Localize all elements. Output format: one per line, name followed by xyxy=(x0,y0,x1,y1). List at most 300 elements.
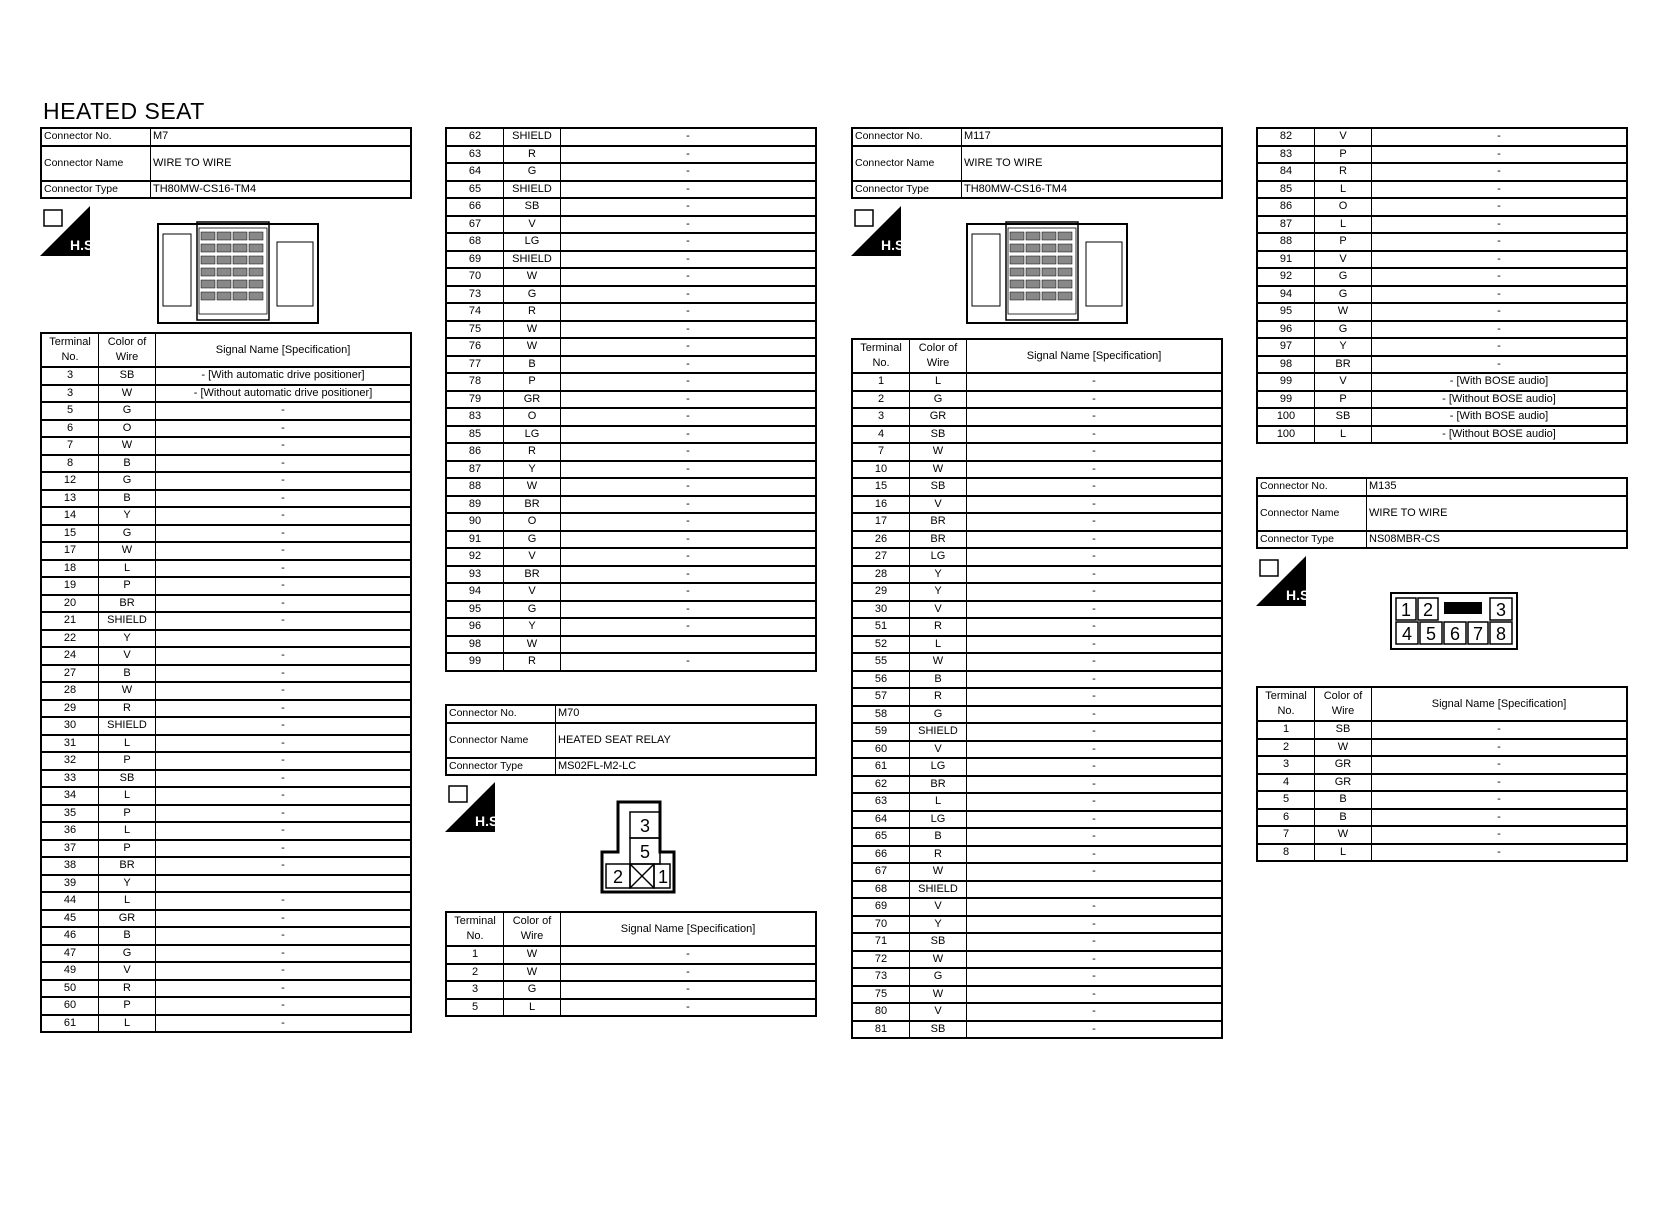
wire-color-cell: BR xyxy=(504,496,561,514)
wire-color-cell: Y xyxy=(504,618,561,636)
table-row xyxy=(446,373,816,391)
terminal-no-cell: 100 xyxy=(1257,408,1315,426)
connector-no-label: Connector No. xyxy=(41,128,151,146)
wire-color-cell: W xyxy=(99,682,156,700)
terminal-no-cell: 70 xyxy=(852,916,910,934)
terminal-no-cell: 32 xyxy=(41,752,99,770)
terminal-no-cell: 6 xyxy=(41,420,99,438)
wire-color-cell: W xyxy=(1315,739,1372,757)
connector-no-label: Connector No. xyxy=(852,128,962,146)
signal-name-cell: - xyxy=(561,198,817,216)
wire-color-cell: BR xyxy=(910,513,967,531)
wire-color-cell: Y xyxy=(910,916,967,934)
terminal-no-cell: 96 xyxy=(1257,321,1315,339)
pin-label: 8 xyxy=(1495,624,1507,644)
table-row xyxy=(446,964,816,982)
wire-color-cell: R xyxy=(99,700,156,718)
signal-name-cell: - xyxy=(1372,268,1628,286)
signal-name-cell: - xyxy=(156,612,412,630)
terminal-no-cell: 56 xyxy=(852,671,910,689)
table-row xyxy=(41,630,411,648)
signal-name-cell: - xyxy=(156,805,412,823)
wire-color-cell: G xyxy=(504,531,561,549)
signal-name-cell: - xyxy=(967,531,1223,549)
wire-color-cell: G xyxy=(910,391,967,409)
signal-name-cell: - xyxy=(967,618,1223,636)
wire-color-cell: B xyxy=(99,490,156,508)
signal-name-cell: - xyxy=(967,968,1223,986)
wire-color-cell: Y xyxy=(1315,338,1372,356)
connector-name-label: Connector Name xyxy=(852,146,962,181)
connector-m70-diagram xyxy=(600,800,684,894)
wire-color-cell: GR xyxy=(910,408,967,426)
wire-color-cell: R xyxy=(504,146,561,164)
terminal-no-cell: 45 xyxy=(41,910,99,928)
terminal-no-header: Terminal No. xyxy=(446,912,504,946)
terminal-no-cell: 69 xyxy=(852,898,910,916)
signal-name-cell: - xyxy=(561,478,817,496)
terminal-no-cell: 87 xyxy=(446,461,504,479)
terminal-no-cell: 28 xyxy=(41,682,99,700)
terminal-no-cell: 73 xyxy=(852,968,910,986)
signal-name-cell: - xyxy=(1372,303,1628,321)
table-row xyxy=(852,688,1222,706)
wire-color-cell: V xyxy=(1315,373,1372,391)
connector-no-value: M70 xyxy=(556,705,817,723)
signal-name-cell: - xyxy=(156,857,412,875)
terminal-no-cell: 99 xyxy=(1257,391,1315,409)
terminal-no-cell: 95 xyxy=(446,601,504,619)
table-row xyxy=(1257,756,1627,774)
wire-color-cell: W xyxy=(504,478,561,496)
terminal-no-cell: 47 xyxy=(41,945,99,963)
wire-color-cell: SHIELD xyxy=(99,717,156,735)
wire-color-cell: P xyxy=(99,997,156,1015)
wire-color-cell: Y xyxy=(910,583,967,601)
terminal-no-cell: 5 xyxy=(446,999,504,1017)
connector-m117-diagram xyxy=(966,222,1128,324)
wire-color-cell: R xyxy=(910,846,967,864)
wire-color-cell: SB xyxy=(910,478,967,496)
table-row xyxy=(852,636,1222,654)
wire-color-cell: G xyxy=(1315,321,1372,339)
table-row xyxy=(446,981,816,999)
signal-name-cell: - xyxy=(561,999,817,1017)
table-row xyxy=(1257,321,1627,339)
wire-color-cell: LG xyxy=(910,811,967,829)
signal-name-cell: - xyxy=(561,981,817,999)
signal-name-cell: - xyxy=(967,671,1223,689)
terminal-no-cell: 86 xyxy=(446,443,504,461)
table-row xyxy=(852,653,1222,671)
table-row xyxy=(41,542,411,560)
connector-type-value: NS08MBR-CS xyxy=(1367,531,1628,549)
wire-color-cell: O xyxy=(99,420,156,438)
table-row xyxy=(446,618,816,636)
terminal-no-cell: 83 xyxy=(446,408,504,426)
wire-color-cell: BR xyxy=(910,776,967,794)
table-row xyxy=(1257,198,1627,216)
table-row xyxy=(852,793,1222,811)
table-row xyxy=(446,338,816,356)
table-row xyxy=(41,577,411,595)
signal-name-cell: - xyxy=(156,577,412,595)
table-row xyxy=(852,1021,1222,1039)
signal-name-cell: - xyxy=(156,647,412,665)
terminal-no-cell: 61 xyxy=(41,1015,99,1033)
signal-name-cell: - xyxy=(156,700,412,718)
terminal-no-cell: 1 xyxy=(852,373,910,391)
connector-name-label: Connector Name xyxy=(41,146,151,181)
terminal-no-cell: 73 xyxy=(446,286,504,304)
connector-no-value: M7 xyxy=(151,128,412,146)
terminal-no-cell: 80 xyxy=(852,1003,910,1021)
connector-no-value: M135 xyxy=(1367,478,1628,496)
table-row xyxy=(41,787,411,805)
table-row xyxy=(446,128,816,146)
terminal-no-cell: 91 xyxy=(446,531,504,549)
table-row xyxy=(852,391,1222,409)
wire-color-cell: SB xyxy=(504,198,561,216)
table-row xyxy=(41,927,411,945)
wire-color-cell: L xyxy=(99,560,156,578)
wire-color-cell: W xyxy=(504,946,561,964)
pin-label: 2 xyxy=(612,867,624,887)
table-row xyxy=(852,1003,1222,1021)
wire-color-cell: W xyxy=(910,461,967,479)
table-row xyxy=(446,636,816,654)
terminal-no-cell: 29 xyxy=(852,583,910,601)
signal-name-cell: - xyxy=(561,946,817,964)
terminal-no-cell: 86 xyxy=(1257,198,1315,216)
wire-color-cell: W xyxy=(504,636,561,654)
wire-color-cell: G xyxy=(99,525,156,543)
table-row xyxy=(446,566,816,584)
pin-table-m7 xyxy=(40,332,412,1033)
table-row xyxy=(446,163,816,181)
connector-name-value: WIRE TO WIRE xyxy=(962,146,1223,181)
signal-name-cell: - xyxy=(156,402,412,420)
terminal-no-cell: 50 xyxy=(41,980,99,998)
table-row xyxy=(852,811,1222,829)
wire-color-cell: L xyxy=(99,892,156,910)
terminal-no-cell: 77 xyxy=(446,356,504,374)
wire-color-cell: W xyxy=(504,268,561,286)
wire-color-cell: G xyxy=(504,601,561,619)
pin-label: 2 xyxy=(1422,600,1434,620)
terminal-no-cell: 5 xyxy=(41,402,99,420)
terminal-no-cell: 52 xyxy=(852,636,910,654)
table-row xyxy=(852,548,1222,566)
table-row xyxy=(446,601,816,619)
signal-name-cell: - xyxy=(967,793,1223,811)
table-row xyxy=(1257,338,1627,356)
table-row xyxy=(852,986,1222,1004)
wire-color-cell: V xyxy=(99,962,156,980)
hs-label: H.S. xyxy=(1286,587,1314,603)
terminal-no-cell: 2 xyxy=(1257,739,1315,757)
connector-name-value: WIRE TO WIRE xyxy=(1367,496,1628,531)
wire-color-cell: SB xyxy=(1315,408,1372,426)
pin-label: 7 xyxy=(1472,624,1484,644)
table-row xyxy=(446,321,816,339)
color-of-wire-header: Color of Wire xyxy=(99,333,156,367)
signal-name-cell: - xyxy=(967,391,1223,409)
signal-name-cell: - xyxy=(561,303,817,321)
table-row xyxy=(852,618,1222,636)
table-row xyxy=(852,671,1222,689)
terminal-no-cell: 88 xyxy=(446,478,504,496)
table-row xyxy=(41,1015,411,1033)
table-row xyxy=(446,356,816,374)
connector-type-value: TH80MW-CS16-TM4 xyxy=(962,181,1223,199)
table-row xyxy=(41,507,411,525)
pin-table-m7-cont xyxy=(445,127,817,672)
wire-color-cell: L xyxy=(1315,426,1372,444)
signal-name-cell: - xyxy=(1372,356,1628,374)
table-row xyxy=(1257,181,1627,199)
table-row xyxy=(446,461,816,479)
table-row xyxy=(446,443,816,461)
table-row xyxy=(1257,128,1627,146)
terminal-no-cell: 14 xyxy=(41,507,99,525)
signal-name-cell: - xyxy=(156,770,412,788)
wire-color-cell: W xyxy=(910,443,967,461)
wire-color-cell: V xyxy=(910,496,967,514)
terminal-no-cell: 100 xyxy=(1257,426,1315,444)
terminal-no-cell: 64 xyxy=(852,811,910,829)
terminal-no-cell: 8 xyxy=(41,455,99,473)
signal-name-cell: - xyxy=(561,216,817,234)
pin-label: 5 xyxy=(1425,624,1437,644)
table-row xyxy=(852,513,1222,531)
table-row xyxy=(41,910,411,928)
connector-no-value: M117 xyxy=(962,128,1223,146)
signal-name-cell: - xyxy=(156,997,412,1015)
wire-color-cell: V xyxy=(504,216,561,234)
signal-name-cell: - xyxy=(561,531,817,549)
signal-name-cell: - xyxy=(967,828,1223,846)
terminal-no-cell: 3 xyxy=(41,367,99,385)
signal-name-cell: - xyxy=(1372,216,1628,234)
terminal-no-cell: 65 xyxy=(446,181,504,199)
signal-name-cell: - xyxy=(156,980,412,998)
table-row xyxy=(852,828,1222,846)
terminal-no-cell: 28 xyxy=(852,566,910,584)
terminal-no-cell: 7 xyxy=(41,437,99,455)
signal-name-cell: - xyxy=(967,636,1223,654)
wire-color-cell: SB xyxy=(910,1021,967,1039)
wire-color-cell: L xyxy=(1315,216,1372,234)
connector-type-value: TH80MW-CS16-TM4 xyxy=(151,181,412,199)
terminal-no-cell: 3 xyxy=(446,981,504,999)
table-row xyxy=(1257,391,1627,409)
wire-color-cell: O xyxy=(1315,198,1372,216)
wire-color-cell: W xyxy=(504,321,561,339)
harness-side-icon xyxy=(851,206,909,256)
terminal-no-cell: 76 xyxy=(446,338,504,356)
wire-color-cell: SB xyxy=(99,367,156,385)
signal-name-cell: - xyxy=(561,233,817,251)
connector-no-label: Connector No. xyxy=(446,705,556,723)
signal-name-cell: - xyxy=(967,461,1223,479)
wire-color-cell: P xyxy=(1315,233,1372,251)
terminal-no-cell: 29 xyxy=(41,700,99,718)
wire-color-cell: V xyxy=(504,548,561,566)
signal-name-cell: - xyxy=(156,472,412,490)
table-row xyxy=(41,962,411,980)
wire-color-cell: W xyxy=(99,542,156,560)
signal-name-cell: - xyxy=(1372,181,1628,199)
table-row xyxy=(41,647,411,665)
signal-name-cell: - xyxy=(967,1021,1223,1039)
terminal-no-cell: 55 xyxy=(852,653,910,671)
signal-name-cell: - xyxy=(1372,233,1628,251)
color-of-wire-header: Color of Wire xyxy=(910,339,967,373)
table-row xyxy=(1257,216,1627,234)
table-row xyxy=(446,286,816,304)
signal-name-cell: - xyxy=(561,461,817,479)
terminal-no-cell: 61 xyxy=(852,758,910,776)
table-row xyxy=(1257,163,1627,181)
pin-label: 6 xyxy=(1449,624,1461,644)
table-row xyxy=(446,146,816,164)
table-row xyxy=(852,531,1222,549)
pin-label: 1 xyxy=(1400,600,1412,620)
wire-color-cell: L xyxy=(99,735,156,753)
signal-name-cell: - xyxy=(1372,286,1628,304)
connector-name-value: HEATED SEAT RELAY xyxy=(556,723,817,758)
terminal-no-cell: 90 xyxy=(446,513,504,531)
harness-side-icon xyxy=(40,206,98,256)
wire-color-cell: BR xyxy=(910,531,967,549)
terminal-no-cell: 15 xyxy=(41,525,99,543)
terminal-no-cell: 3 xyxy=(1257,756,1315,774)
signal-name-cell: - xyxy=(561,443,817,461)
connector-m7-continued-section xyxy=(445,127,817,672)
table-row xyxy=(446,408,816,426)
connector-name-label: Connector Name xyxy=(1257,496,1367,531)
wire-color-cell: W xyxy=(504,964,561,982)
terminal-no-cell: 62 xyxy=(852,776,910,794)
signal-name-cell: - xyxy=(967,951,1223,969)
hs-label: H.S. xyxy=(475,813,503,829)
signal-name-cell: - xyxy=(156,525,412,543)
terminal-no-cell: 60 xyxy=(41,997,99,1015)
wire-color-cell: BR xyxy=(99,857,156,875)
signal-name-cell: - xyxy=(156,962,412,980)
wire-color-cell: W xyxy=(1315,303,1372,321)
terminal-no-cell: 98 xyxy=(1257,356,1315,374)
wire-color-cell: SHIELD xyxy=(504,181,561,199)
terminal-no-cell: 92 xyxy=(446,548,504,566)
terminal-no-cell: 21 xyxy=(41,612,99,630)
terminal-no-cell: 17 xyxy=(852,513,910,531)
signal-name-cell: - xyxy=(561,566,817,584)
signal-name-cell: - xyxy=(561,251,817,269)
signal-name-cell: - xyxy=(561,163,817,181)
wire-color-cell: LG xyxy=(504,233,561,251)
table-row xyxy=(852,461,1222,479)
connector-m117-continued-section xyxy=(1256,127,1628,444)
wire-color-cell: G xyxy=(910,968,967,986)
signal-name-cell: - xyxy=(561,408,817,426)
signal-name-cell: - xyxy=(967,408,1223,426)
signal-name-cell: - xyxy=(561,583,817,601)
signal-name-cell: - xyxy=(561,548,817,566)
wire-color-cell: LG xyxy=(504,426,561,444)
signal-name-cell: - xyxy=(1372,826,1628,844)
wire-color-cell: L xyxy=(99,822,156,840)
signal-name-cell: - [Without BOSE audio] xyxy=(1372,426,1628,444)
signal-name-cell: - xyxy=(156,735,412,753)
wire-color-cell: Y xyxy=(99,507,156,525)
terminal-no-cell: 27 xyxy=(41,665,99,683)
wire-color-cell: LG xyxy=(910,548,967,566)
terminal-no-cell: 63 xyxy=(852,793,910,811)
signal-name-cell: - xyxy=(967,916,1223,934)
terminal-no-cell: 89 xyxy=(446,496,504,514)
wire-color-cell: GR xyxy=(1315,756,1372,774)
signal-name-header: Signal Name [Specification] xyxy=(967,339,1223,373)
table-row xyxy=(446,181,816,199)
terminal-no-cell: 35 xyxy=(41,805,99,823)
terminal-no-cell: 19 xyxy=(41,577,99,595)
terminal-no-cell: 18 xyxy=(41,560,99,578)
terminal-no-cell: 99 xyxy=(1257,373,1315,391)
hs-label: H.S. xyxy=(70,237,98,253)
table-row xyxy=(852,863,1222,881)
terminal-no-cell: 74 xyxy=(446,303,504,321)
wire-color-cell: BR xyxy=(1315,356,1372,374)
table-row xyxy=(852,478,1222,496)
table-row xyxy=(41,472,411,490)
terminal-no-cell: 97 xyxy=(1257,338,1315,356)
wire-color-cell: R xyxy=(910,618,967,636)
table-row xyxy=(1257,373,1627,391)
terminal-no-cell: 12 xyxy=(41,472,99,490)
table-row xyxy=(41,455,411,473)
terminal-no-cell: 67 xyxy=(852,863,910,881)
wire-color-cell: L xyxy=(99,787,156,805)
terminal-no-cell: 51 xyxy=(852,618,910,636)
signal-name-cell: - xyxy=(967,426,1223,444)
connector-type-label: Connector Type xyxy=(446,758,556,776)
table-row xyxy=(852,951,1222,969)
signal-name-cell xyxy=(967,881,1223,899)
table-row xyxy=(41,997,411,1015)
wire-color-cell: W xyxy=(910,951,967,969)
wire-color-cell: LG xyxy=(910,758,967,776)
wire-color-cell: P xyxy=(99,752,156,770)
signal-name-cell xyxy=(156,875,412,893)
pin-table-m70 xyxy=(445,911,817,1017)
table-row xyxy=(41,945,411,963)
terminal-no-cell: 88 xyxy=(1257,233,1315,251)
terminal-no-cell: 95 xyxy=(1257,303,1315,321)
table-row xyxy=(41,840,411,858)
wire-color-cell: V xyxy=(1315,128,1372,146)
table-row xyxy=(446,391,816,409)
signal-name-cell: - xyxy=(1372,146,1628,164)
signal-name-cell: - xyxy=(967,653,1223,671)
signal-name-cell: - xyxy=(967,548,1223,566)
table-row xyxy=(446,216,816,234)
signal-name-cell: - xyxy=(967,496,1223,514)
signal-name-cell: - xyxy=(156,927,412,945)
terminal-no-cell: 24 xyxy=(41,647,99,665)
table-row xyxy=(41,735,411,753)
